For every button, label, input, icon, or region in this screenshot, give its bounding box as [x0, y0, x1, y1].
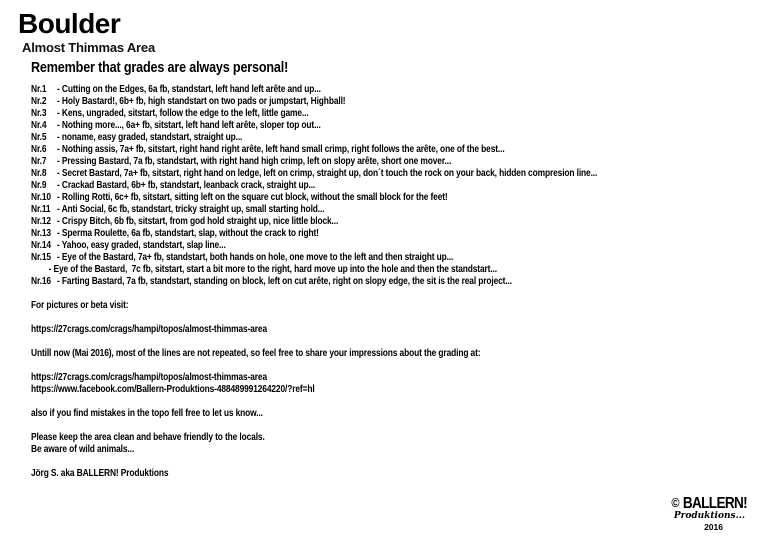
- route-description: - Holy Bastard!, 6b+ fb, high standstart on two pads or jumpstart, Highball!: [57, 95, 346, 107]
- route-list: [31, 84, 760, 288]
- route-description: - Eye of the Bastard, 7a+ fb, standstart, both hands on hole, one move to the left and then straight up...: [57, 251, 454, 263]
- route-description: - Cutting on the Edges, 6a fb, standstart, left hand left arête and up...: [57, 83, 321, 95]
- topo-url-repeat-link[interactable]: https://27crags.com/crags/hampi/topos/almost-thimmas-area: [31, 371, 268, 383]
- topo-url-section: [31, 324, 760, 336]
- route-number: Nr.2: [31, 95, 47, 107]
- route-description: - Sperma Roulette, 6a fb, standstart, slap, without the crack to right!: [57, 227, 319, 239]
- route-number: Nr.16: [31, 275, 51, 287]
- brand-line: [671, 496, 747, 512]
- route-description: - Nothing more..., 6a+ fb, sitstart, left hand left arête, sloper top out...: [57, 119, 321, 131]
- route-number: Nr.3: [31, 107, 47, 119]
- wild-animals-note: Be aware of wild animals...: [31, 443, 135, 455]
- links-section: [31, 372, 760, 396]
- route-number: Nr.8: [31, 167, 47, 179]
- route-number: Nr.4: [31, 119, 47, 131]
- brand-name: BALLERN!: [682, 494, 747, 512]
- route-row: [31, 240, 643, 252]
- footer-logo: [658, 496, 747, 531]
- route-number: Nr.5: [31, 131, 47, 143]
- route-number: Nr.14: [31, 239, 51, 251]
- route-description: - Eye of the Bastard, 7c fb, sitstart, start a bit more to the right, hard move up into the hole and then the standstart...: [48, 263, 497, 275]
- route-row: [31, 132, 643, 144]
- route-description: - Crackad Bastard, 6b+ fb, standstart, leanback crack, straight up...: [57, 179, 316, 191]
- route-row: [31, 108, 643, 120]
- route-number: Nr.1: [31, 83, 47, 95]
- route-row: [31, 84, 643, 96]
- brand-year: 2016: [704, 521, 723, 532]
- route-number: Nr.15: [31, 251, 51, 263]
- route-number: Nr.7: [31, 155, 47, 167]
- route-description: - Yahoo, easy graded, standstart, slap line...: [57, 239, 226, 251]
- route-description: - Secret Bastard, 7a+ fb, sitstart, right hand on ledge, left on crimp, straight up, don´t touch the rock on your back, hidden compresion line...: [57, 167, 598, 179]
- signature-section: [31, 468, 760, 480]
- route-row-continuation: [31, 264, 643, 276]
- route-row: [31, 156, 643, 168]
- route-number: Nr.12: [31, 215, 51, 227]
- route-row: [31, 204, 643, 216]
- grades-notice: Remember that grades are always personal!: [31, 59, 289, 77]
- copyright-icon: ©: [671, 494, 680, 510]
- route-row: [31, 180, 643, 192]
- route-description: - Anti Social, 6c fb, standstart, tricky straight up, small starting hold...: [57, 203, 325, 215]
- grading-note: Untill now (Mai 2016), most of the lines are not repeated, so feel free to share your impressions about the grading at:: [31, 347, 481, 359]
- route-description: - Pressing Bastard, 7a fb, standstart, with right hand high crimp, left on slopy arête, short one mover...: [57, 155, 452, 167]
- grading-section: [31, 348, 760, 360]
- keep-clean-note: Please keep the area clean and behave friendly to the locals.: [31, 431, 265, 443]
- route-number: Nr.11: [31, 203, 51, 215]
- route-row: [31, 228, 643, 240]
- area-subtitle: Almost Thimmas Area: [22, 40, 155, 55]
- route-description: - noname, easy graded, standstart, straight up...: [57, 131, 243, 143]
- route-description: - Nothing assis, 7a+ fb, sitstart, right hand right arête, left hand small crimp, right follows the arête, one of the best...: [57, 143, 505, 155]
- route-row: [31, 192, 643, 204]
- route-row: [31, 144, 643, 156]
- pictures-section: [31, 300, 760, 312]
- route-description: - Farting Bastard, 7a fb, standstart, standing on block, left on cut arête, right on slopy edge, the sit is the real project...: [57, 275, 512, 287]
- etiquette-section: [31, 432, 760, 456]
- route-row: [31, 252, 643, 264]
- route-number: Nr.13: [31, 227, 51, 239]
- route-row: [31, 120, 643, 132]
- route-number: Nr.10: [31, 191, 51, 203]
- page-title: Boulder: [18, 8, 121, 39]
- route-number: Nr.9: [31, 179, 47, 191]
- brand-produktions-script: Produktions...: [673, 510, 745, 521]
- route-row: [31, 168, 643, 180]
- route-row: [31, 96, 643, 108]
- facebook-url-link[interactable]: https://www.facebook.com/Ballern-Produktions-488489991264220/?ref=hl: [31, 383, 315, 395]
- topo-url-link[interactable]: https://27crags.com/crags/hampi/topos/almost-thimmas-area: [31, 323, 268, 335]
- route-description: - Rolling Rotti, 6c+ fb, sitstart, sitting left on the square cut block, without the small block for the feet!: [57, 191, 448, 203]
- mistakes-section: [31, 408, 760, 420]
- route-row: [31, 216, 643, 228]
- route-description: - Kens, ungraded, sitstart, follow the edge to the left, little game...: [57, 107, 309, 119]
- author-signature: Jörg S. aka BALLERN! Produktions: [31, 467, 169, 479]
- pictures-intro: For pictures or beta visit:: [31, 299, 129, 311]
- route-row: [31, 276, 643, 288]
- mistakes-note: also if you find mistakes in the topo fell free to let us know...: [31, 407, 263, 419]
- route-number: Nr.6: [31, 143, 47, 155]
- route-description: - Crispy Bitch, 6b fb, sitstart, from god hold straight up, nice little block...: [57, 215, 339, 227]
